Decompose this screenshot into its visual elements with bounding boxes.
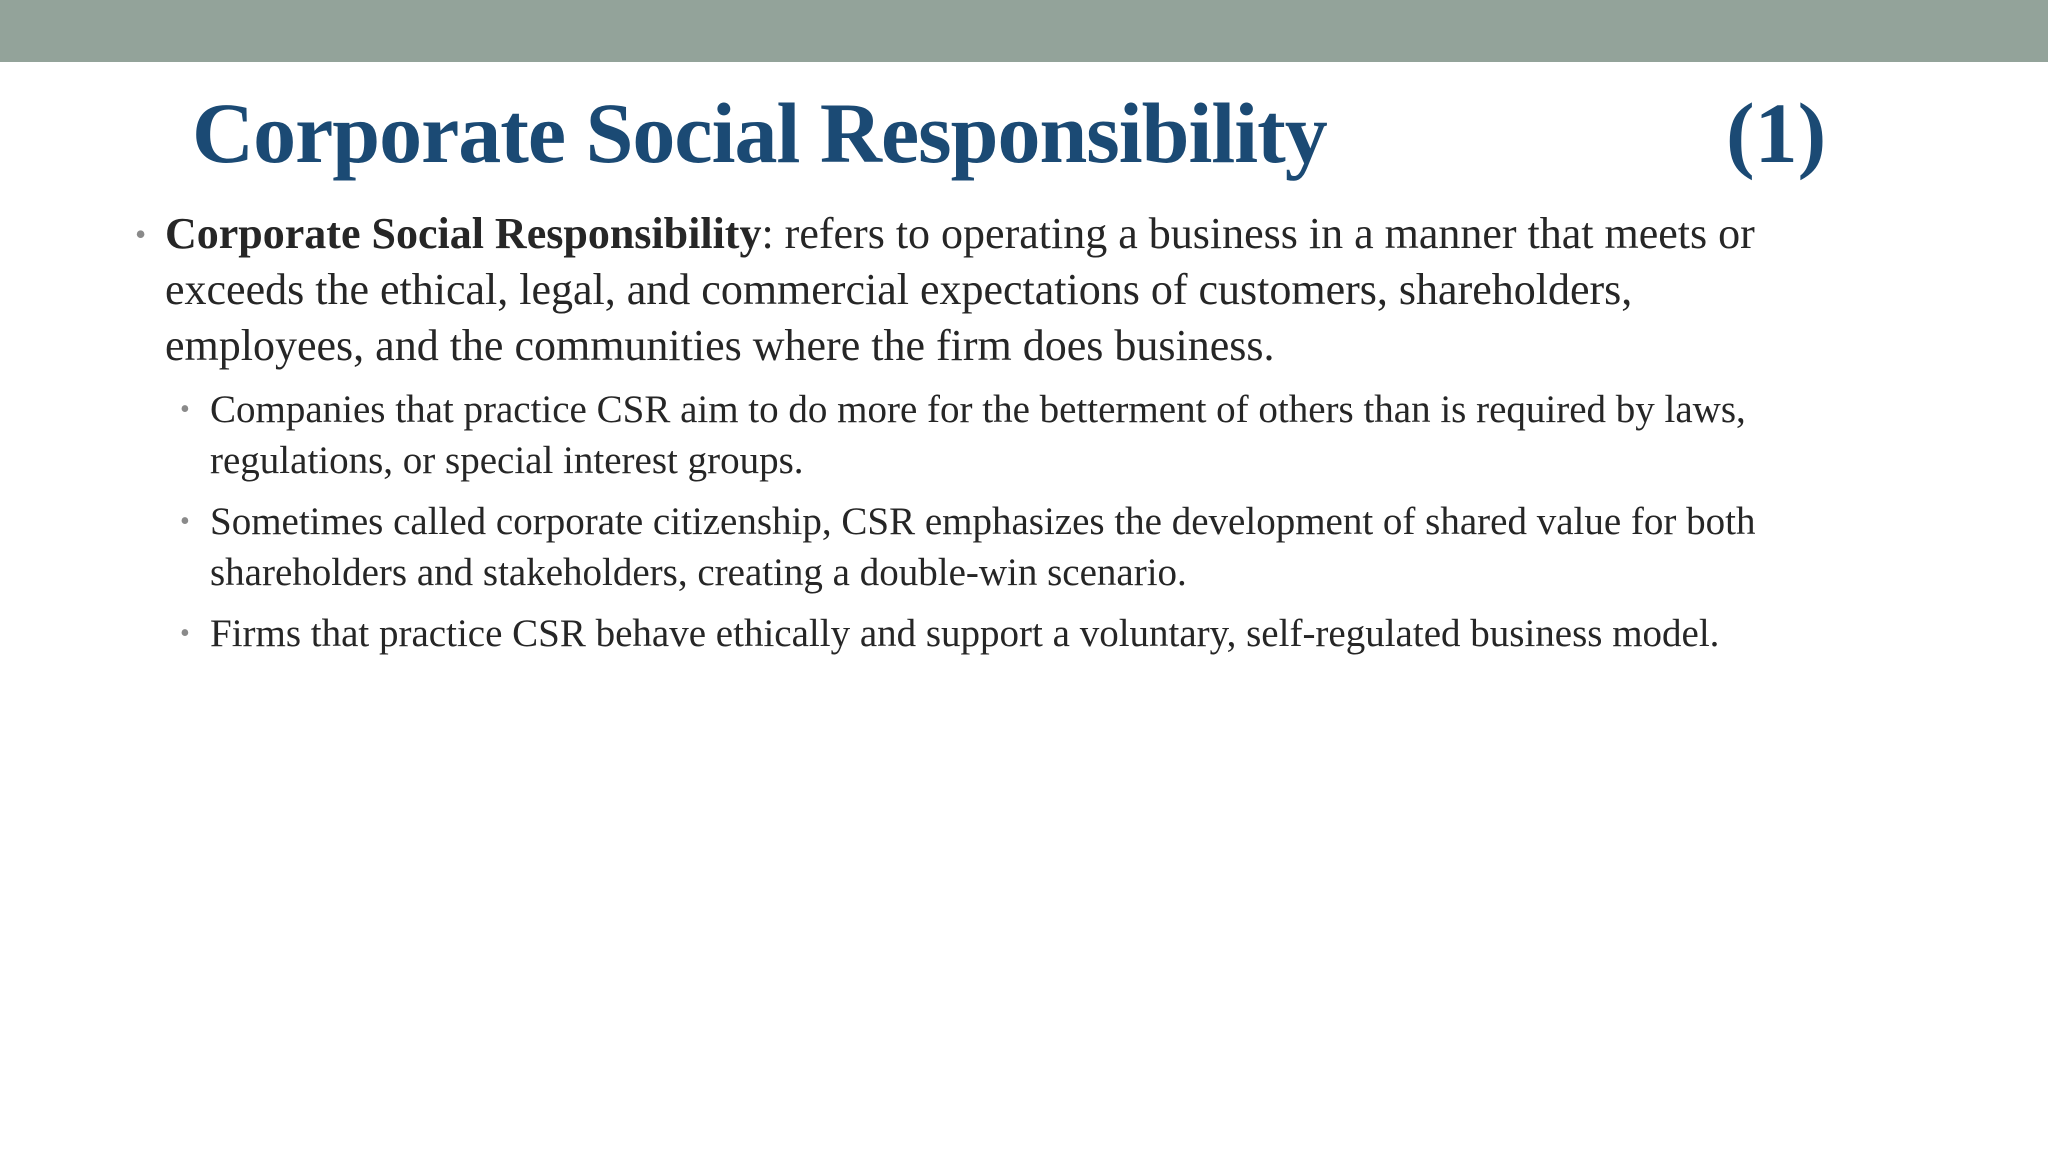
sub-bullet-text: Sometimes called corporate citizenship, CSR emphasizes the development of shared value for both shareholders and stakeholders, creating a double-win scenario. (210, 500, 1756, 594)
sub-bullet (180, 384, 1830, 486)
slide-title-number: (1) (1726, 85, 1827, 181)
bullet-definition: : refers to operating a business in a manner that meets or exceeds the ethical, legal, and commercial expectations of customers, shareholders, employees, and the communities where the firm does business. (165, 209, 1755, 370)
bullet-icon: • (180, 394, 190, 425)
sub-bullet-list (180, 384, 1830, 669)
bullet-icon: • (180, 618, 190, 649)
sub-bullet (180, 608, 1830, 659)
bullet-icon: • (180, 506, 190, 537)
sub-bullet-text: Firms that practice CSR behave ethically and support a voluntary, self-regulated business model. (210, 612, 1720, 655)
main-bullet (135, 206, 1825, 374)
sub-bullet (180, 496, 1830, 598)
bullet-term: Corporate Social Responsibility (165, 209, 762, 258)
sub-bullet-text: Companies that practice CSR aim to do more for the betterment of others than is required by laws, regulations, or special interest groups. (210, 388, 1746, 482)
bullet-icon: • (135, 216, 147, 252)
slide-title: Corporate Social Responsibility (192, 85, 1327, 181)
